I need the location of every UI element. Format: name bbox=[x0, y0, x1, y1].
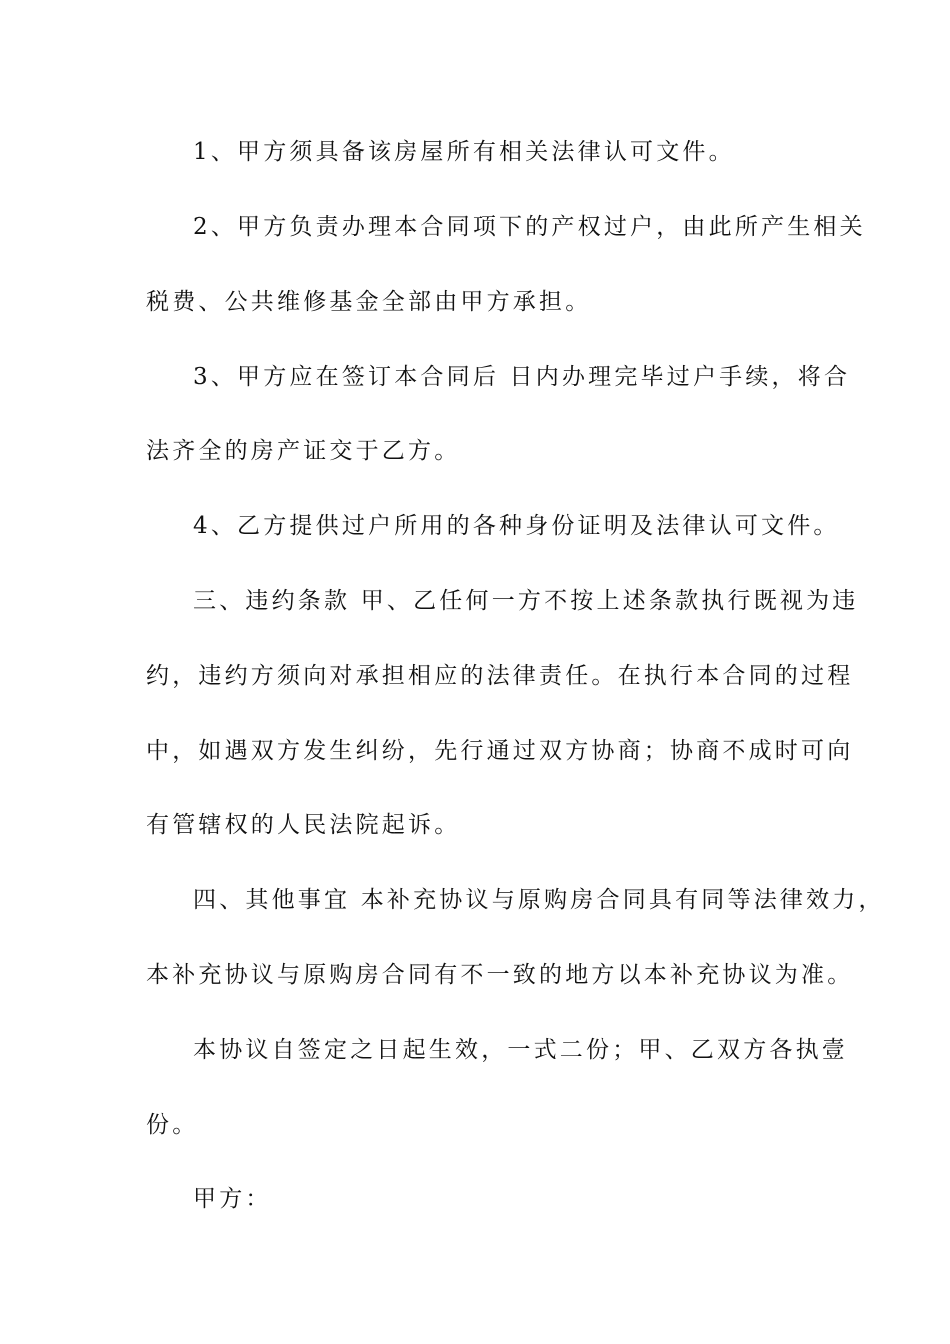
clause-3-line-1: 3、甲方应在签订本合同后 日内办理完毕过户手续，将合 bbox=[193, 364, 851, 390]
clause-4-line-1: 4、乙方提供过户所用的各种身份证明及法律认可文件。 bbox=[193, 513, 840, 539]
clause-2-line-1: 2、甲方负责办理本合同项下的产权过户，由此所产生相关 bbox=[193, 214, 866, 240]
clause-2-line-2: 税费、公共维修基金全部由甲方承担。 bbox=[146, 289, 592, 315]
effective-clause-line-1: 本协议自签定之日起生效，一式二份；甲、乙双方各执壹 bbox=[193, 1037, 848, 1063]
clause-3-line-2: 法齐全的房产证交于乙方。 bbox=[146, 438, 461, 464]
breach-clause-line-3: 中，如遇双方发生纠纷，先行通过双方协商；协商不成时可向 bbox=[146, 738, 854, 764]
other-matters-line-1: 四、其他事宜 本补充协议与原购房合同具有同等法律效力， bbox=[193, 887, 885, 913]
breach-clause-line-1: 三、违约条款 甲、乙任何一方不按上述条款执行既视为违 bbox=[193, 588, 859, 614]
breach-clause-line-4: 有管辖权的人民法院起诉。 bbox=[146, 812, 461, 838]
effective-clause-line-2: 份。 bbox=[146, 1112, 199, 1138]
clause-1-line-1: 1、甲方须具备该房屋所有相关法律认可文件。 bbox=[193, 139, 735, 165]
breach-clause-line-2: 约，违约方须向对承担相应的法律责任。在执行本合同的过程 bbox=[146, 663, 854, 689]
other-matters-line-2: 本补充协议与原购房合同有不一致的地方以本补充协议为准。 bbox=[146, 962, 854, 988]
party-a-signature-label: 甲方： bbox=[193, 1186, 272, 1212]
